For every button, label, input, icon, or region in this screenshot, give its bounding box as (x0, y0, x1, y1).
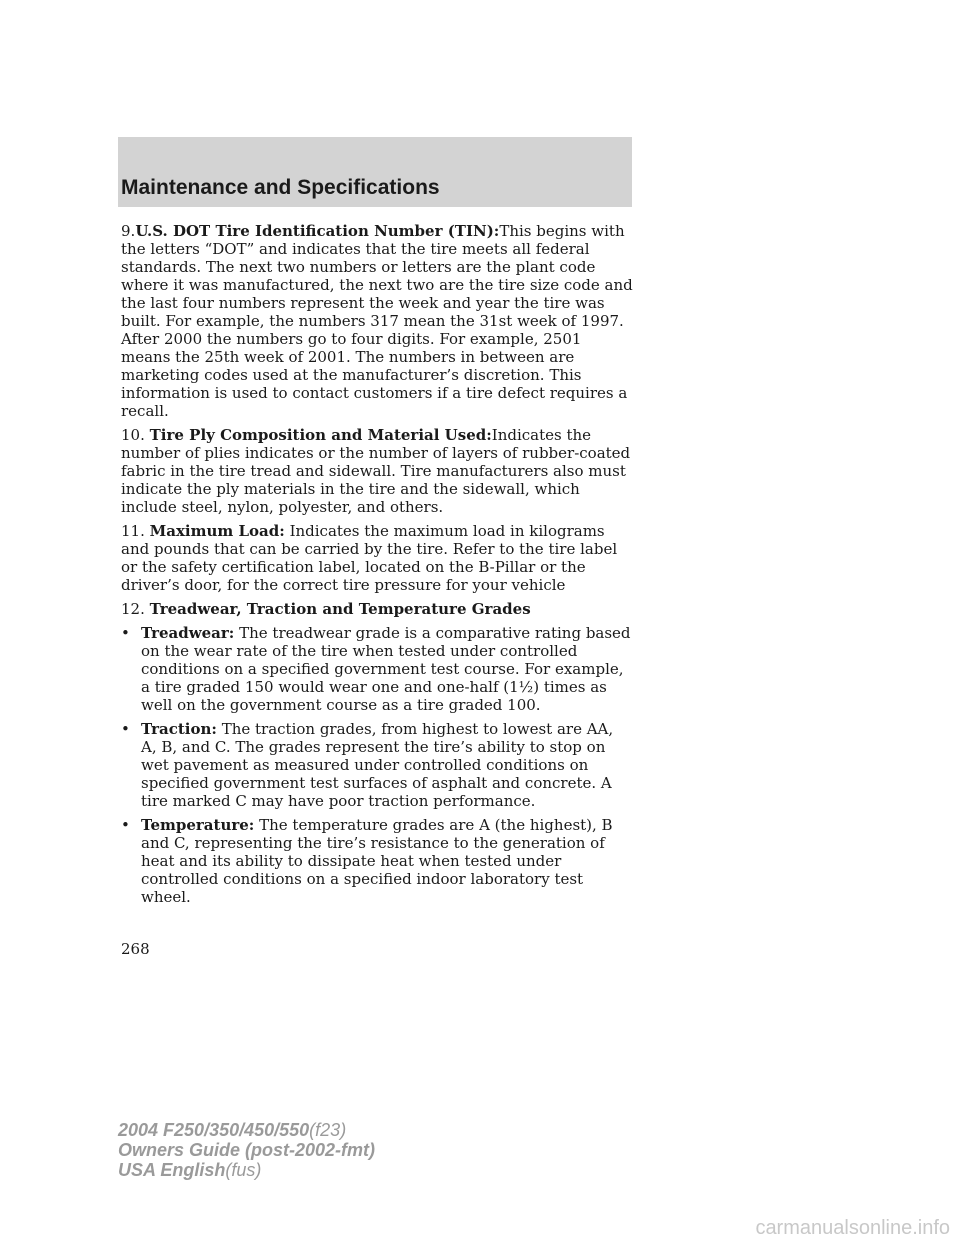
item-text: This begins with the letters “DOT” and indicates that the tire meets all federal standards. The next two numbers or letters are the plant code where it was manufactured, the next two are the tire size code and the last four numbers represent the week and year the tire was built. For example, the numbers 317 mean the 31st week of 1997. After 2000 the numbers go to four digits. For example, 2501 means the 25th week of 2001. The numbers in between are marketing codes used at the manufacturer’s discretion. This information is used to contact customers if a tire defect requires a recall. (121, 222, 633, 420)
item-heading: Tire Ply Composition and Material Used: (149, 426, 492, 444)
bullet-traction (121, 720, 633, 810)
paragraph-grades (121, 600, 633, 618)
footer-language: USA English (118, 1160, 226, 1180)
page-number: 268 (121, 940, 150, 958)
item-text: Indicates the maximum load in kilograms and pounds that can be carried by the tire. Refer to the tire label or the safety certification label, located on the B-Pillar or the driver’s door, for the correct tire pressure for your vehicle (121, 522, 618, 594)
bullet-text: The temperature grades are A (the highest), B and C, representing the tire’s resistance to the generation of heat and its ability to dissipate heat when tested under controlled conditions on a specified indoor laboratory test wheel. (141, 816, 613, 906)
footer-guide: Owners Guide (post-2002-fmt) (118, 1140, 376, 1160)
bullet-text: The traction grades, from highest to lowest are AA, A, B, and C. The grades represent the tire’s ability to stop on wet pavement as measured under controlled conditions on specified government test surfaces of asphalt and concrete. A tire marked C may have poor traction performance. (141, 720, 614, 810)
paragraph-ply (121, 426, 633, 516)
bullet-icon: • (121, 720, 130, 738)
bullet-heading: Traction: (141, 720, 217, 738)
bullet-treadwear (121, 624, 633, 714)
footer-language-code: (fus) (225, 1160, 262, 1180)
item-number: 12. (121, 600, 145, 618)
bullet-icon: • (121, 816, 130, 834)
bullet-temperature (121, 816, 633, 906)
paragraph-load (121, 522, 633, 594)
bullet-heading: Temperature: (141, 816, 255, 834)
footer-model: 2004 F250/350/450/550 (118, 1120, 310, 1140)
item-heading: Maximum Load: (149, 522, 285, 540)
footer-line-language (118, 1160, 375, 1180)
item-heading: Treadwear, Traction and Temperature Grades (149, 600, 531, 618)
bullet-text: The treadwear grade is a comparative rating based on the wear rate of the tire when tested under controlled conditions on a specified government test course. For example, a tire graded 150 would wear one and one-half (1½) times as well on the government course as a tire graded 100. (141, 624, 631, 714)
footer-model-code: (f23) (309, 1120, 347, 1140)
item-number: 11. (121, 522, 145, 540)
item-number: 10. (121, 426, 145, 444)
document-footer (118, 1120, 375, 1180)
bullet-icon: • (121, 624, 130, 642)
item-number: 9. (121, 222, 136, 240)
section-title: Maintenance and Specifications (121, 176, 440, 199)
watermark: carmanualsonline.info (755, 1217, 950, 1239)
bullet-heading: Treadwear: (141, 624, 235, 642)
footer-line-guide (118, 1140, 375, 1160)
item-text: Indicates the number of plies indicates or the number of layers of rubber-coated fabric in the tire tread and sidewall. Tire manufacturers also must indicate the ply materials in the tire and the sidewall, which include steel, nylon, polyester, and others. (121, 426, 631, 516)
page-body (121, 222, 633, 912)
footer-line-model (118, 1120, 375, 1140)
item-heading: U.S. DOT Tire Identification Number (TIN): (135, 222, 500, 240)
paragraph-tin (121, 222, 633, 420)
